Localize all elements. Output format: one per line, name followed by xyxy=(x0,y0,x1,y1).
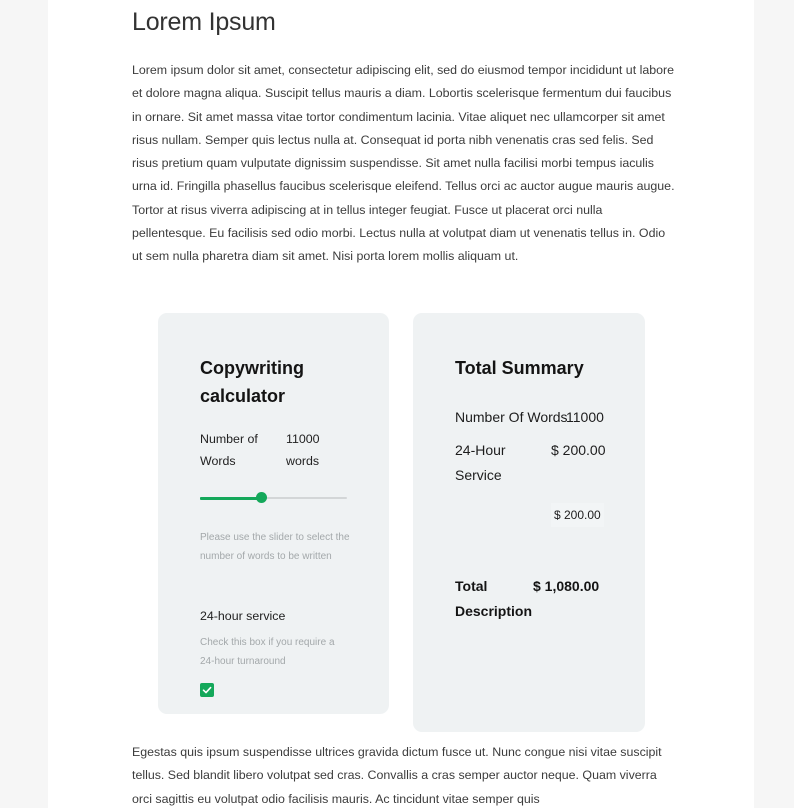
calculator-title: Copywriting calculator xyxy=(200,358,304,406)
summary-words-value: 11000 xyxy=(566,409,604,425)
service-label: 24-hour service xyxy=(200,609,286,623)
words-label: Number of Words xyxy=(200,432,258,468)
service-checkbox[interactable] xyxy=(200,683,214,697)
slider-hint: Please use the slider to select the number of words to be written xyxy=(200,532,350,562)
summary-words-label: Number Of Words xyxy=(455,409,568,425)
slider-thumb[interactable] xyxy=(256,492,267,503)
summary-service-label: 24-Hour Service xyxy=(455,442,506,483)
summary-service-subtotal: $ 200.00 xyxy=(551,503,604,527)
calculator-card xyxy=(158,313,389,714)
words-value: 11000 words xyxy=(286,432,320,468)
outro-paragraph: Egestas quis ipsum suspendisse ultrices gravida dictum fusce ut. Nunc congue nisi vitae suscipit tellus. Sed blandit libero volutpat sed cras. Convallis a cras semper auctor neque. Quam viverra orci sagittis eu volutpat odio facilisis mauris. Ac tincidunt vitae semper quis xyxy=(132,745,662,806)
summary-service-value: $ 200.00 xyxy=(551,442,606,458)
page-title: Lorem Ipsum xyxy=(132,8,276,36)
slider-fill xyxy=(200,497,262,500)
page-container xyxy=(48,0,754,808)
summary-title: Total Summary xyxy=(455,358,584,378)
summary-total-value: $ 1,080.00 xyxy=(533,578,600,594)
service-hint: Check this box if you require a 24-hour turnaround xyxy=(200,637,335,667)
checkmark-icon xyxy=(202,685,212,695)
words-slider[interactable] xyxy=(200,492,347,506)
summary-total-label: Total Description xyxy=(455,578,533,619)
summary-card xyxy=(413,313,645,732)
intro-paragraph: Lorem ipsum dolor sit amet, consectetur adipiscing elit, sed do eiusmod tempor incididunt ut labore et dolore magna aliqua. Suscipit tellus mauris a diam. Lobortis scelerisque fermentum dui faucibus in ornare. Sit amet massa vitae tortor condimentum lacinia. Vitae aliquet nec ullamcorper sit amet risus nullam. Semper quis lectus nulla at. Consequat id porta nibh venenatis cras sed felis. Sed risus pretium quam vulputate dignissim suspendisse. Sit amet nulla facilisi morbi tempus iaculis urna id. Fringilla phasellus faucibus scelerisque eleifend. Tellus orci ac auctor augue mauris augue. Tortor at risus viverra adipiscing at in tellus integer feugiat. Fusce ut placerat orci nulla pellentesque. Eu facilisis sed odio morbi. Lectus nulla at volutpat diam ut venenatis tellus in. Odio ut sem nulla pharetra diam sit amet. Nisi porta lorem mollis aliquam ut. xyxy=(132,63,675,264)
